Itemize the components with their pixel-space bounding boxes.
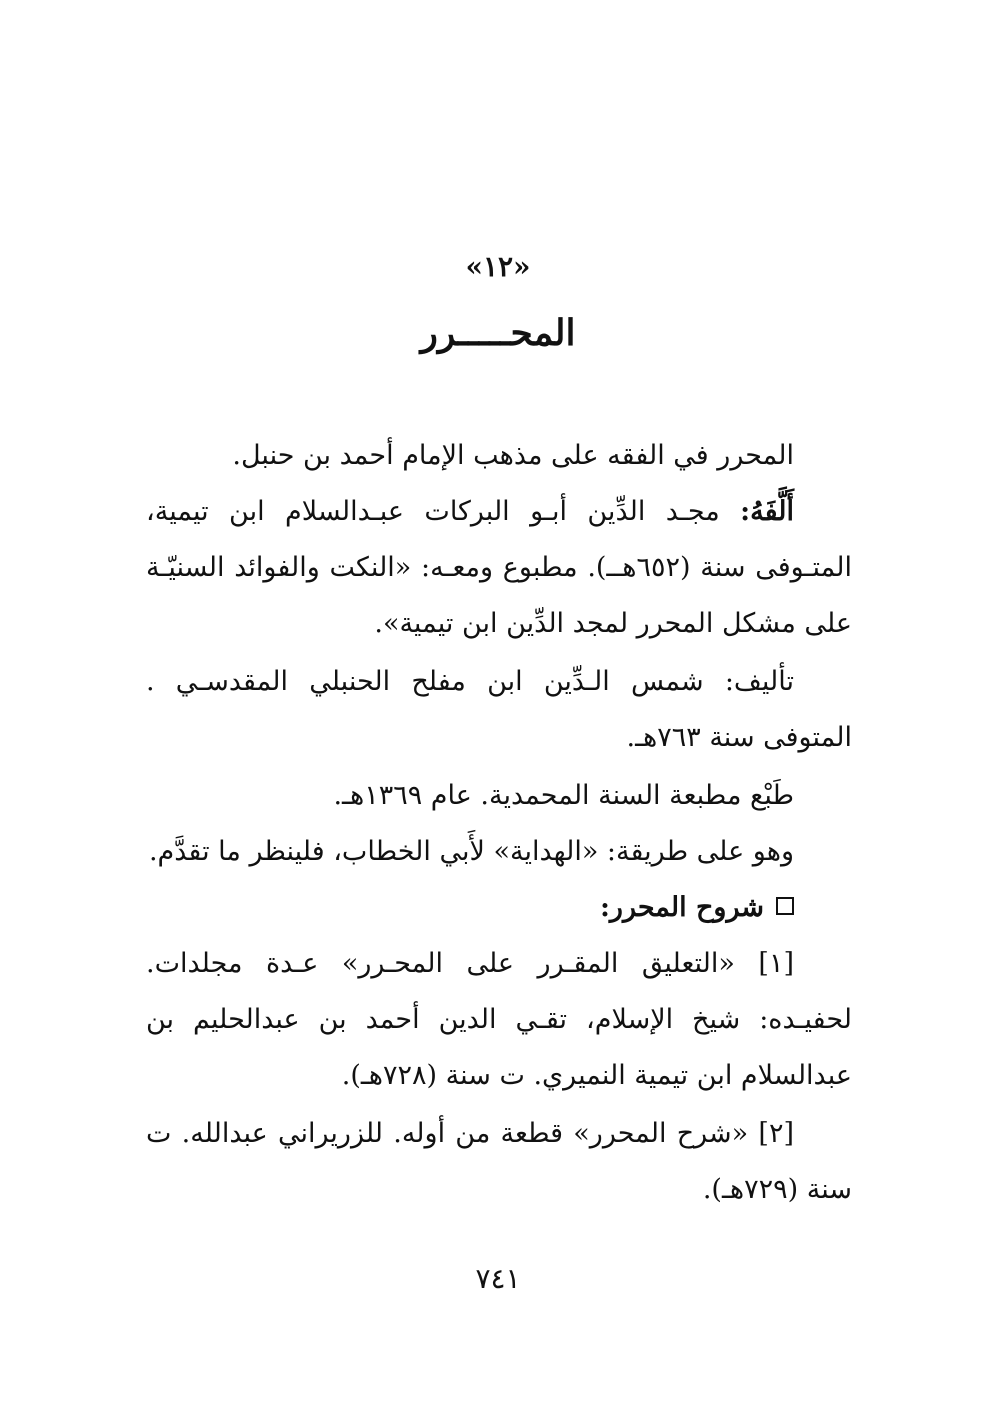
paragraph-method: وهو على طريقة: «الهداية» لأَبي الخطاب، فلينظر ما تقدَّم. [148, 836, 794, 867]
page-number: ٧٤١ [475, 1262, 521, 1295]
commentary-item-1: [١] «التعليق المقـرر على المحـرر» عـدة مجلدات. لحفيـده: شيخ الإسلام، تقـي الدين أحمد بن عبدالحليم بن عبدالسلام ابن تيمية النميري. ت سنة (٧٢٨هـ). [146, 948, 852, 1091]
commentaries-heading [146, 880, 852, 936]
body-text [146, 428, 852, 1218]
section-title: المحـــــرر [420, 312, 576, 354]
author-text: مجـد الدِّين أبـو البركات عبـدالسلام ابن تيمية، المتـوفى سنة (٦٥٢هــ). مطبوع ومعـه: «النكت والفوائد السنيّـة على مشكل المحرر لمجد الدِّين ابن تيمية». [146, 496, 852, 639]
paragraph-author [146, 484, 852, 652]
commentaries-heading-text: شروح المحرر: [599, 892, 764, 923]
author-label: أَلَّفَهُ: [740, 496, 794, 527]
paragraph-book-title: المحرر في الفقه على مذهب الإمام أحمد بن حنبل. [232, 440, 794, 471]
paragraph-printing: طَبْع مطبعة السنة المحمدية. عام ١٣٦٩هـ. [333, 780, 794, 811]
section-number: «١٢» [465, 250, 531, 283]
commentary-item-2: [٢] «شرح المحرر» قطعة من أوله. للزريراني عبدالله. ت سنة (٧٢٩هـ). [146, 1118, 852, 1205]
square-bullet-icon [776, 897, 794, 915]
paragraph-nukat-author: تأليف: شمس الـدِّين ابن مفلح الحنبلي المقدسـي . المتوفى سنة ٧٦٣هـ. [146, 666, 852, 753]
